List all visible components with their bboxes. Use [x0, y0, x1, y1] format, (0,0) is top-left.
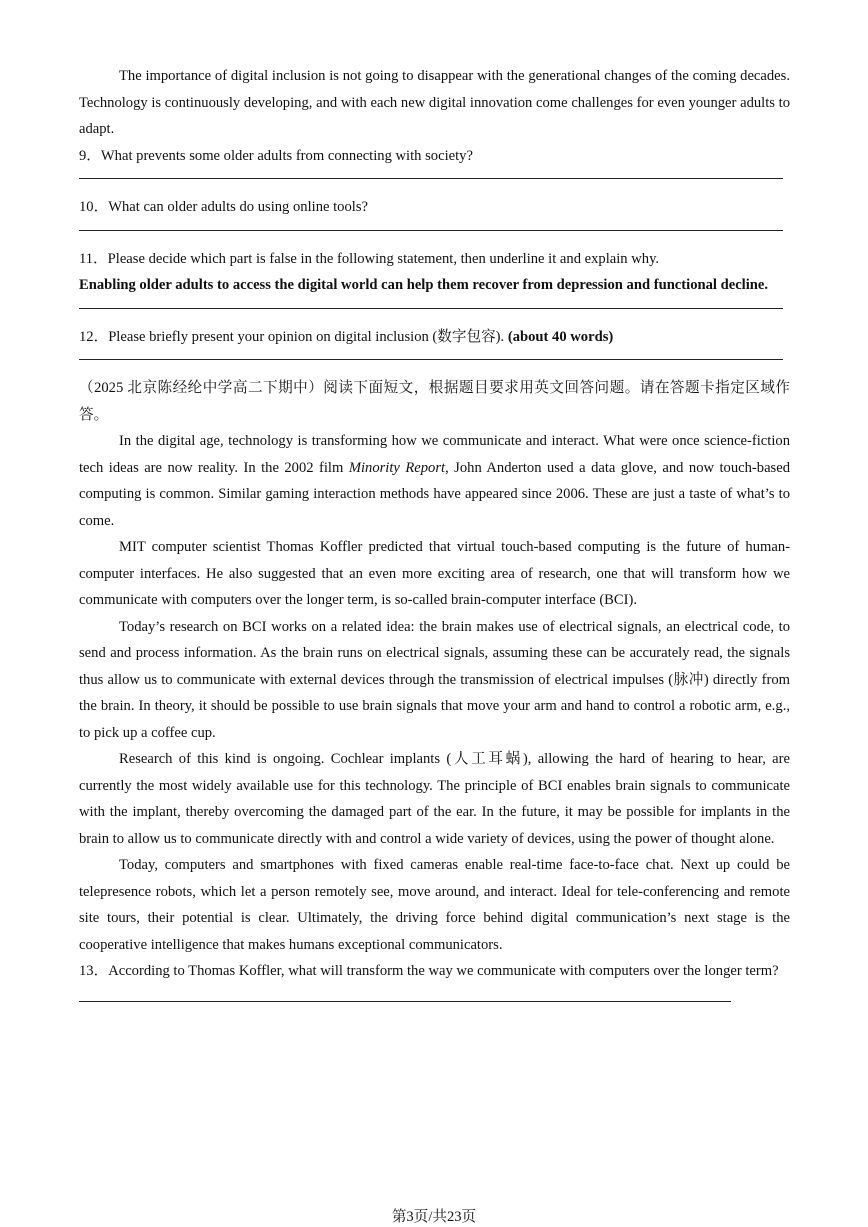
answer-line-10[interactable]: [79, 230, 783, 231]
question-9: 9．What prevents some older adults from connecting with society?: [79, 147, 473, 164]
question-11-statement: Enabling older adults to access the digital world can help them recover from depression and functional decline.: [79, 277, 769, 293]
question-12-text: 12．Please briefly present your opinion on digital inclusion (数字包容).: [79, 328, 508, 345]
answer-line-11[interactable]: [79, 308, 783, 309]
answer-line-13[interactable]: [79, 1001, 731, 1002]
question-12: [79, 324, 790, 351]
passage-paragraph-5: Today, computers and smartphones with fixed cameras enable real-time face-to-face chat. Next up could be telepresence robots, which let a person remotely see, move around, and interact. Ideal for tele-conferencing and remote site tours, their potential is clear. Ultimately, the driving force behind digital communication’s next stage is the cooperative intelligence that makes humans exceptional communicators.: [79, 857, 790, 953]
question-10: 10．What can older adults do using online tools?: [79, 199, 368, 215]
question-12-word-limit: (about 40 words): [507, 328, 614, 345]
question-11: 11．Please decide which part is false in the following statement, then underline it and explain why.: [79, 250, 660, 267]
film-title: Minority Report: [348, 459, 446, 476]
passage-paragraph-4: Research of this kind is ongoing. Cochlear implants (人工耳蜗), allowing the hard of hearing to hear, are currently the most widely available use for this technology. The principle of BCI enables brain signals to communicate with the implant, thereby overcoming the damaged part of the ear. In the future, it may be possible for implants in the brain to allow us to communicate directly with and control a wide variety of devices, using the power of thought alone.: [79, 751, 790, 847]
document-page: [79, 63, 790, 1017]
answer-line-12[interactable]: [79, 359, 783, 360]
p1-text-b: , John Anderton used a data glove, and now touch-based computing is common. Similar gaming interaction methods have appeared since 2006. These are just a taste of what’s to come.: [79, 459, 791, 529]
p1-text-a: In the digital age, technology is transforming how we communicate and interact. What were once science-fiction tech ideas are now reality. In the 2002 film: [79, 433, 790, 476]
passage-paragraph-3: Today’s research on BCI works on a related idea: the brain makes use of electrical signals, an electrical code, to send and process information. As the brain runs on electrical signals, assuming these can be accurately read, the signals thus allow us to communicate with external devices through the transmission of electrical impulses (脉冲) directly from the brain. In theory, it should be possible to use brain signals that move your arm and hand to control a robotic arm, e.g., to pick up a coffee cup.: [79, 618, 790, 741]
section-header: （2025 北京陈经纶中学高二下期中）阅读下面短文，根据题目要求用英文回答问题。请在答题卡指定区域作答。: [79, 380, 790, 423]
passage-paragraph-1: [79, 428, 790, 534]
question-13: 13．According to Thomas Koffler, what will transform the way we communicate with computers over the longer term?: [79, 963, 779, 979]
page-footer: 第3页/共23页: [391, 1209, 477, 1225]
intro-paragraph: The importance of digital inclusion is not going to disappear with the generational changes of the coming decades. Technology is continuously developing, and with each new digital innovation come challenges for even younger adults to adapt.: [79, 68, 790, 137]
passage-paragraph-2: MIT computer scientist Thomas Koffler predicted that virtual touch-based computing is the future of human-computer interfaces. He also suggested that an even more exciting area of research, one that will transform how we communicate with computers over the longer term, is so-called brain-computer interface (BCI).: [79, 539, 790, 608]
answer-line-9[interactable]: [79, 178, 783, 179]
